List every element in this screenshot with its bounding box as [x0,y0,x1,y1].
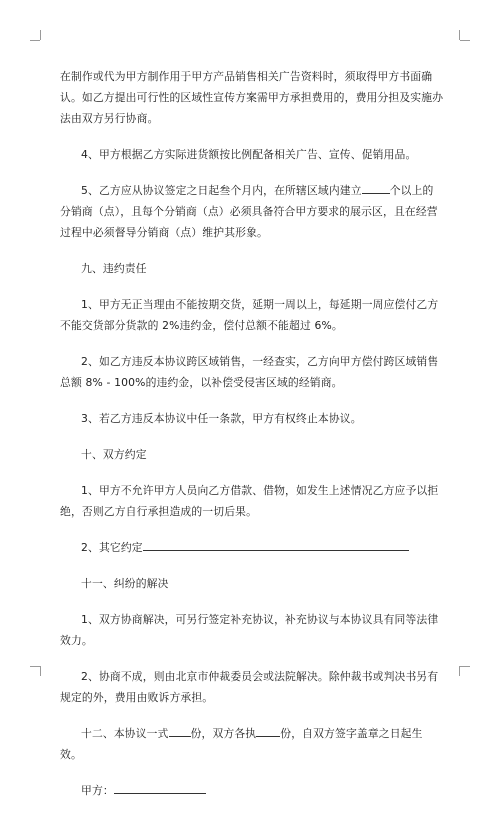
paragraph-dispute-negotiation: 1、双方协商解决，可另行签定补充协议，补充协议与本协议具有同等法律效力。 [60,613,439,647]
crop-mark-bottom-right-h [460,666,470,667]
paragraph-breach-cross-region: 2、如乙方违反本协议跨区域销售，一经查实，乙方向甲方偿付跨区域销售总额 8% - 100%的违约金，以补偿受侵害区域的经销商。 [60,355,439,389]
distributor-text-end: 个以上的分销商（点），且每个分销商（点）必须具备符合甲方要求的展示区，且在经营过程中必须督导分销商（点）维护其形象。 [60,184,438,239]
crop-mark-top-right [459,30,460,40]
copies-total-blank [169,725,191,737]
crop-mark-bottom-left-h [30,666,40,667]
paragraph-promo-materials: 4、甲方根据乙方实际进货额按比例配备相关广告、宣传、促销用品。 [81,148,417,161]
other-terms-blank [143,539,409,551]
party-a-label: 甲方： [81,784,114,797]
paragraph-breach-termination: 3、若乙方违反本协议中任一条款，甲方有权终止本协议。 [81,412,362,425]
party-a-signature-line [60,780,444,801]
other-terms-label: 2、其它约定 [81,541,143,554]
distributor-count-blank [362,182,390,194]
distributor-text-start: 5、乙方应从协议签定之日起叁个月内，在所辖区域内建立 [81,184,362,197]
crop-mark-bottom-right [459,666,460,676]
paragraph-breach-delivery: 1、甲方无正当理由不能按期交货，延期一周以上，每延期一周应偿付乙方不能交货部分货款的 2%违约金，偿付总额不能超过 6%。 [60,298,439,332]
section-heading-agreement: 十、双方约定 [81,448,147,461]
section-heading-breach: 九、违约责任 [81,262,147,275]
paragraph-copies-effective [60,723,444,765]
section-heading-disputes: 十一、纠纷的解决 [81,577,169,590]
party-a-blank [114,782,206,794]
copies-each-blank [256,725,280,737]
crop-mark-top-right-h [460,40,470,41]
crop-mark-bottom-left [40,666,41,676]
crop-mark-top-left-h [30,40,40,41]
copies-text-middle: 份，双方各执 [190,727,257,740]
paragraph-advertising-confirmation: 在制作或代为甲方制作用于甲方产品销售相关广告资料时，须取得甲方书面确认。如乙方提出可行性的区域性宣传方案需甲方承担费用的，费用分担及实施办法由双方另行协商。 [60,70,444,125]
copies-text-end: 份，自双方签字盖章之日起生效。 [60,727,423,761]
paragraph-dispute-arbitration: 2、协商不成，则由北京市仲裁委员会或法院解决。除仲裁书或判决书另有规定的外，费用由败诉方承担。 [60,670,439,704]
copies-text-start: 十二、本协议一式 [81,727,169,740]
document-body [60,66,444,816]
crop-mark-top-left [40,30,41,40]
paragraph-other-terms [60,537,444,558]
paragraph-distributor-requirement [60,180,444,243]
paragraph-no-loans: 1、甲方不允许甲方人员向乙方借款、借物，如发生上述情况乙方应予以拒绝，否则乙方自行承担造成的一切后果。 [60,484,439,518]
